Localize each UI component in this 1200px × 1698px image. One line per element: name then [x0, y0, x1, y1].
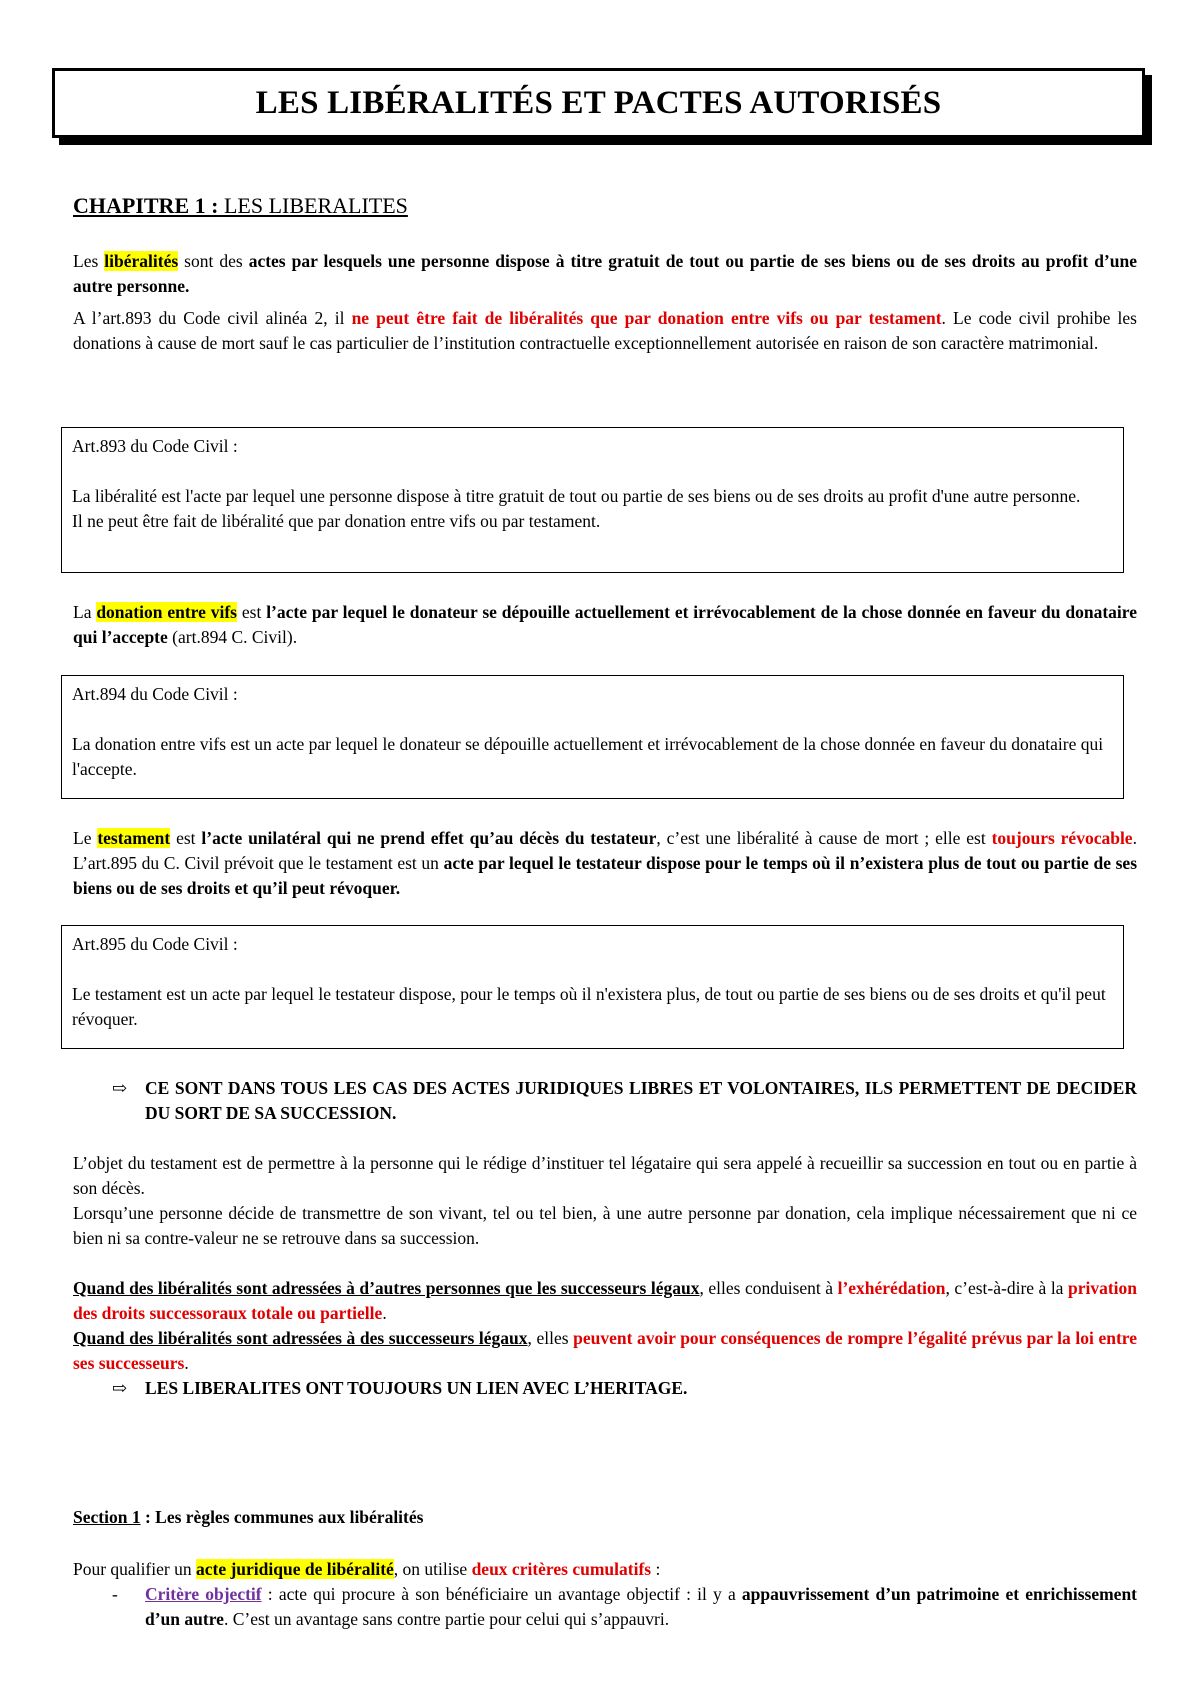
conclusion-actes-libres: CE SONT DANS TOUS LES CAS DES ACTES JURIDIQUES LIBRES ET VOLONTAIRES, ILS PERMETTENT DE DECIDER DU SORT DE SA SUCCESSION.: [145, 1078, 1137, 1123]
article-text: La donation entre vifs est un acte par lequel le donateur se dépouille actuellement et irrévocablement de la chose donnée en faveur du donataire qui l'accepte.: [72, 734, 1104, 779]
article-text: Il ne peut être fait de libéralité que par donation entre vifs ou par testament.: [72, 511, 601, 531]
underlined-condition: Quand des libéralités sont adressées à des successeurs légaux: [73, 1328, 528, 1348]
text-run: La: [73, 602, 97, 622]
arrow-icon: ⇨: [112, 1378, 128, 1398]
arrow-icon: ⇨: [112, 1078, 128, 1098]
text-run: (art.894 C. Civil).: [167, 627, 298, 647]
paragraph-exheredation: [73, 1276, 1137, 1326]
text-run: Pour qualifier un: [73, 1559, 196, 1579]
paragraph-qualifier-liberalite: [73, 1557, 1137, 1582]
paragraph-art893-intro: [73, 306, 1137, 356]
text-run: . L’art.895 du C. Civil prévoit que le testament est un: [73, 828, 1137, 873]
paragraph-egalite: [73, 1326, 1137, 1376]
document-title: LES LIBÉRALITÉS ET PACTES AUTORISÉS: [255, 84, 942, 121]
text-run: :: [140, 1507, 156, 1527]
article-heading: Art.893 du Code Civil :: [72, 436, 238, 456]
text-run: sont des: [178, 251, 249, 271]
paragraph-liberalites-definition: [73, 249, 1137, 299]
highlight-term: acte juridique de libéralité: [195, 1559, 394, 1579]
text-run: , c’est-à-dire à la: [945, 1278, 1068, 1298]
bold-definition: actes par lesquels une personne dispose à titre gratuit de tout ou partie de ses biens ou de ses droits au profit d’une autre personne.: [73, 251, 1137, 296]
red-emphasis: ne peut être fait de libéralités que par donation entre vifs ou par testament: [351, 308, 942, 328]
text-run: :: [651, 1559, 661, 1579]
red-emphasis: deux critères cumulatifs: [471, 1559, 652, 1579]
criterion-label: Critère objectif: [145, 1584, 262, 1604]
paragraph-testament-definition: [73, 826, 1137, 901]
underlined-condition: Quand des libéralités sont adressées à d’autres personnes que les successeurs légaux: [73, 1278, 700, 1298]
article-text: La libéralité est l'acte par lequel une personne dispose à titre gratuit de tout ou partie de ses biens ou de ses droits au profit d'une autre personne.: [72, 486, 1081, 506]
text-run: , elles: [527, 1328, 574, 1348]
text-run: est: [170, 828, 202, 848]
title-frame: [52, 68, 1145, 138]
highlight-term: libéralités: [104, 251, 179, 271]
bold-definition: l’acte par lequel le donateur se dépouille actuellement et irrévocablement de la chose donnée en faveur du donataire qui l’accepte: [73, 602, 1137, 647]
text-run: A l’art.893 du Code civil alinéa 2, il: [73, 308, 352, 328]
highlight-term: testament: [97, 828, 171, 848]
bold-definition: appauvrissement d’un patrimoine et enrichissement d’un autre: [145, 1584, 1138, 1629]
criterion-objective: [145, 1582, 1137, 1632]
text-run: : acte qui procure à son bénéficiaire un avantage objectif : il y a: [261, 1584, 742, 1604]
red-emphasis: peuvent avoir pour conséquences de rompre l’égalité prévus par la loi entre ses successeurs: [73, 1328, 1137, 1373]
article-895-box: [61, 925, 1124, 1049]
paragraph-objet-testament: L’objet du testament est de permettre à la personne qui le rédige d’instituer tel légataire qui sera appelé à recueillir sa succession en tout ou en partie à son décès.: [73, 1153, 1137, 1198]
text-run: , c’est une libéralité à cause de mort ; elle est: [656, 828, 992, 848]
bold-definition: acte par lequel le testateur dispose pour le temps où il n’existera plus de tout ou partie de ses biens ou de ses droits et qu’il peut révoquer.: [73, 853, 1138, 898]
section-label: Section 1: [73, 1507, 141, 1527]
article-893-box: [61, 427, 1124, 573]
text-run: Les: [73, 251, 105, 271]
bullet-dash: -: [112, 1584, 118, 1604]
article-text: Le testament est un acte par lequel le testateur dispose, pour le temps où il n'existera plus, de tout ou partie de ses biens ou de ses droits et qu'il peut révoquer.: [72, 984, 1106, 1029]
article-heading: Art.894 du Code Civil :: [72, 684, 238, 704]
section-name: Les règles communes aux libéralités: [155, 1507, 424, 1527]
red-emphasis: privation des droits successoraux totale ou partielle: [73, 1278, 1138, 1323]
article-894-box: [61, 675, 1124, 799]
title-box: [52, 68, 1145, 138]
text-run: .: [184, 1353, 189, 1373]
text-run: , on utilise: [393, 1559, 472, 1579]
article-heading: Art.895 du Code Civil :: [72, 934, 238, 954]
section-1-heading: [73, 1505, 1137, 1530]
text-run: .: [382, 1303, 387, 1323]
chapter-label: CHAPITRE 1 :: [73, 193, 219, 218]
paragraph-donation-definition: [73, 600, 1137, 650]
paragraph-donation-vivant: Lorsqu’une personne décide de transmettre de son vivant, tel ou tel bien, à une autre personne par donation, cela implique nécessairement que ni ce bien ni sa contre-valeur ne se retrouve dans sa succession.: [73, 1203, 1137, 1248]
bold-definition: l’acte unilatéral qui ne prend effet qu’au décès du testateur: [201, 828, 657, 848]
text-run: est: [237, 602, 267, 622]
text-run: , elles conduisent à: [699, 1278, 838, 1298]
chapter-heading: [73, 193, 408, 219]
chapter-name: LES LIBERALITES: [218, 193, 408, 218]
text-run: Le: [73, 828, 98, 848]
red-emphasis: l’exhérédation: [837, 1278, 946, 1298]
conclusion-heritage: LES LIBERALITES ONT TOUJOURS UN LIEN AVEC L’HERITAGE.: [145, 1378, 688, 1398]
text-run: . C’est un avantage sans contre partie pour celui qui s’appauvri.: [223, 1609, 670, 1629]
red-emphasis: toujours révocable: [991, 828, 1133, 848]
text-run: . Le code civil prohibe les donations à cause de mort sauf le cas particulier de l’institution contractuelle exceptionnellement autorisée en raison de son caractère matrimonial.: [73, 308, 1137, 353]
highlight-term: donation entre vifs: [96, 602, 237, 622]
